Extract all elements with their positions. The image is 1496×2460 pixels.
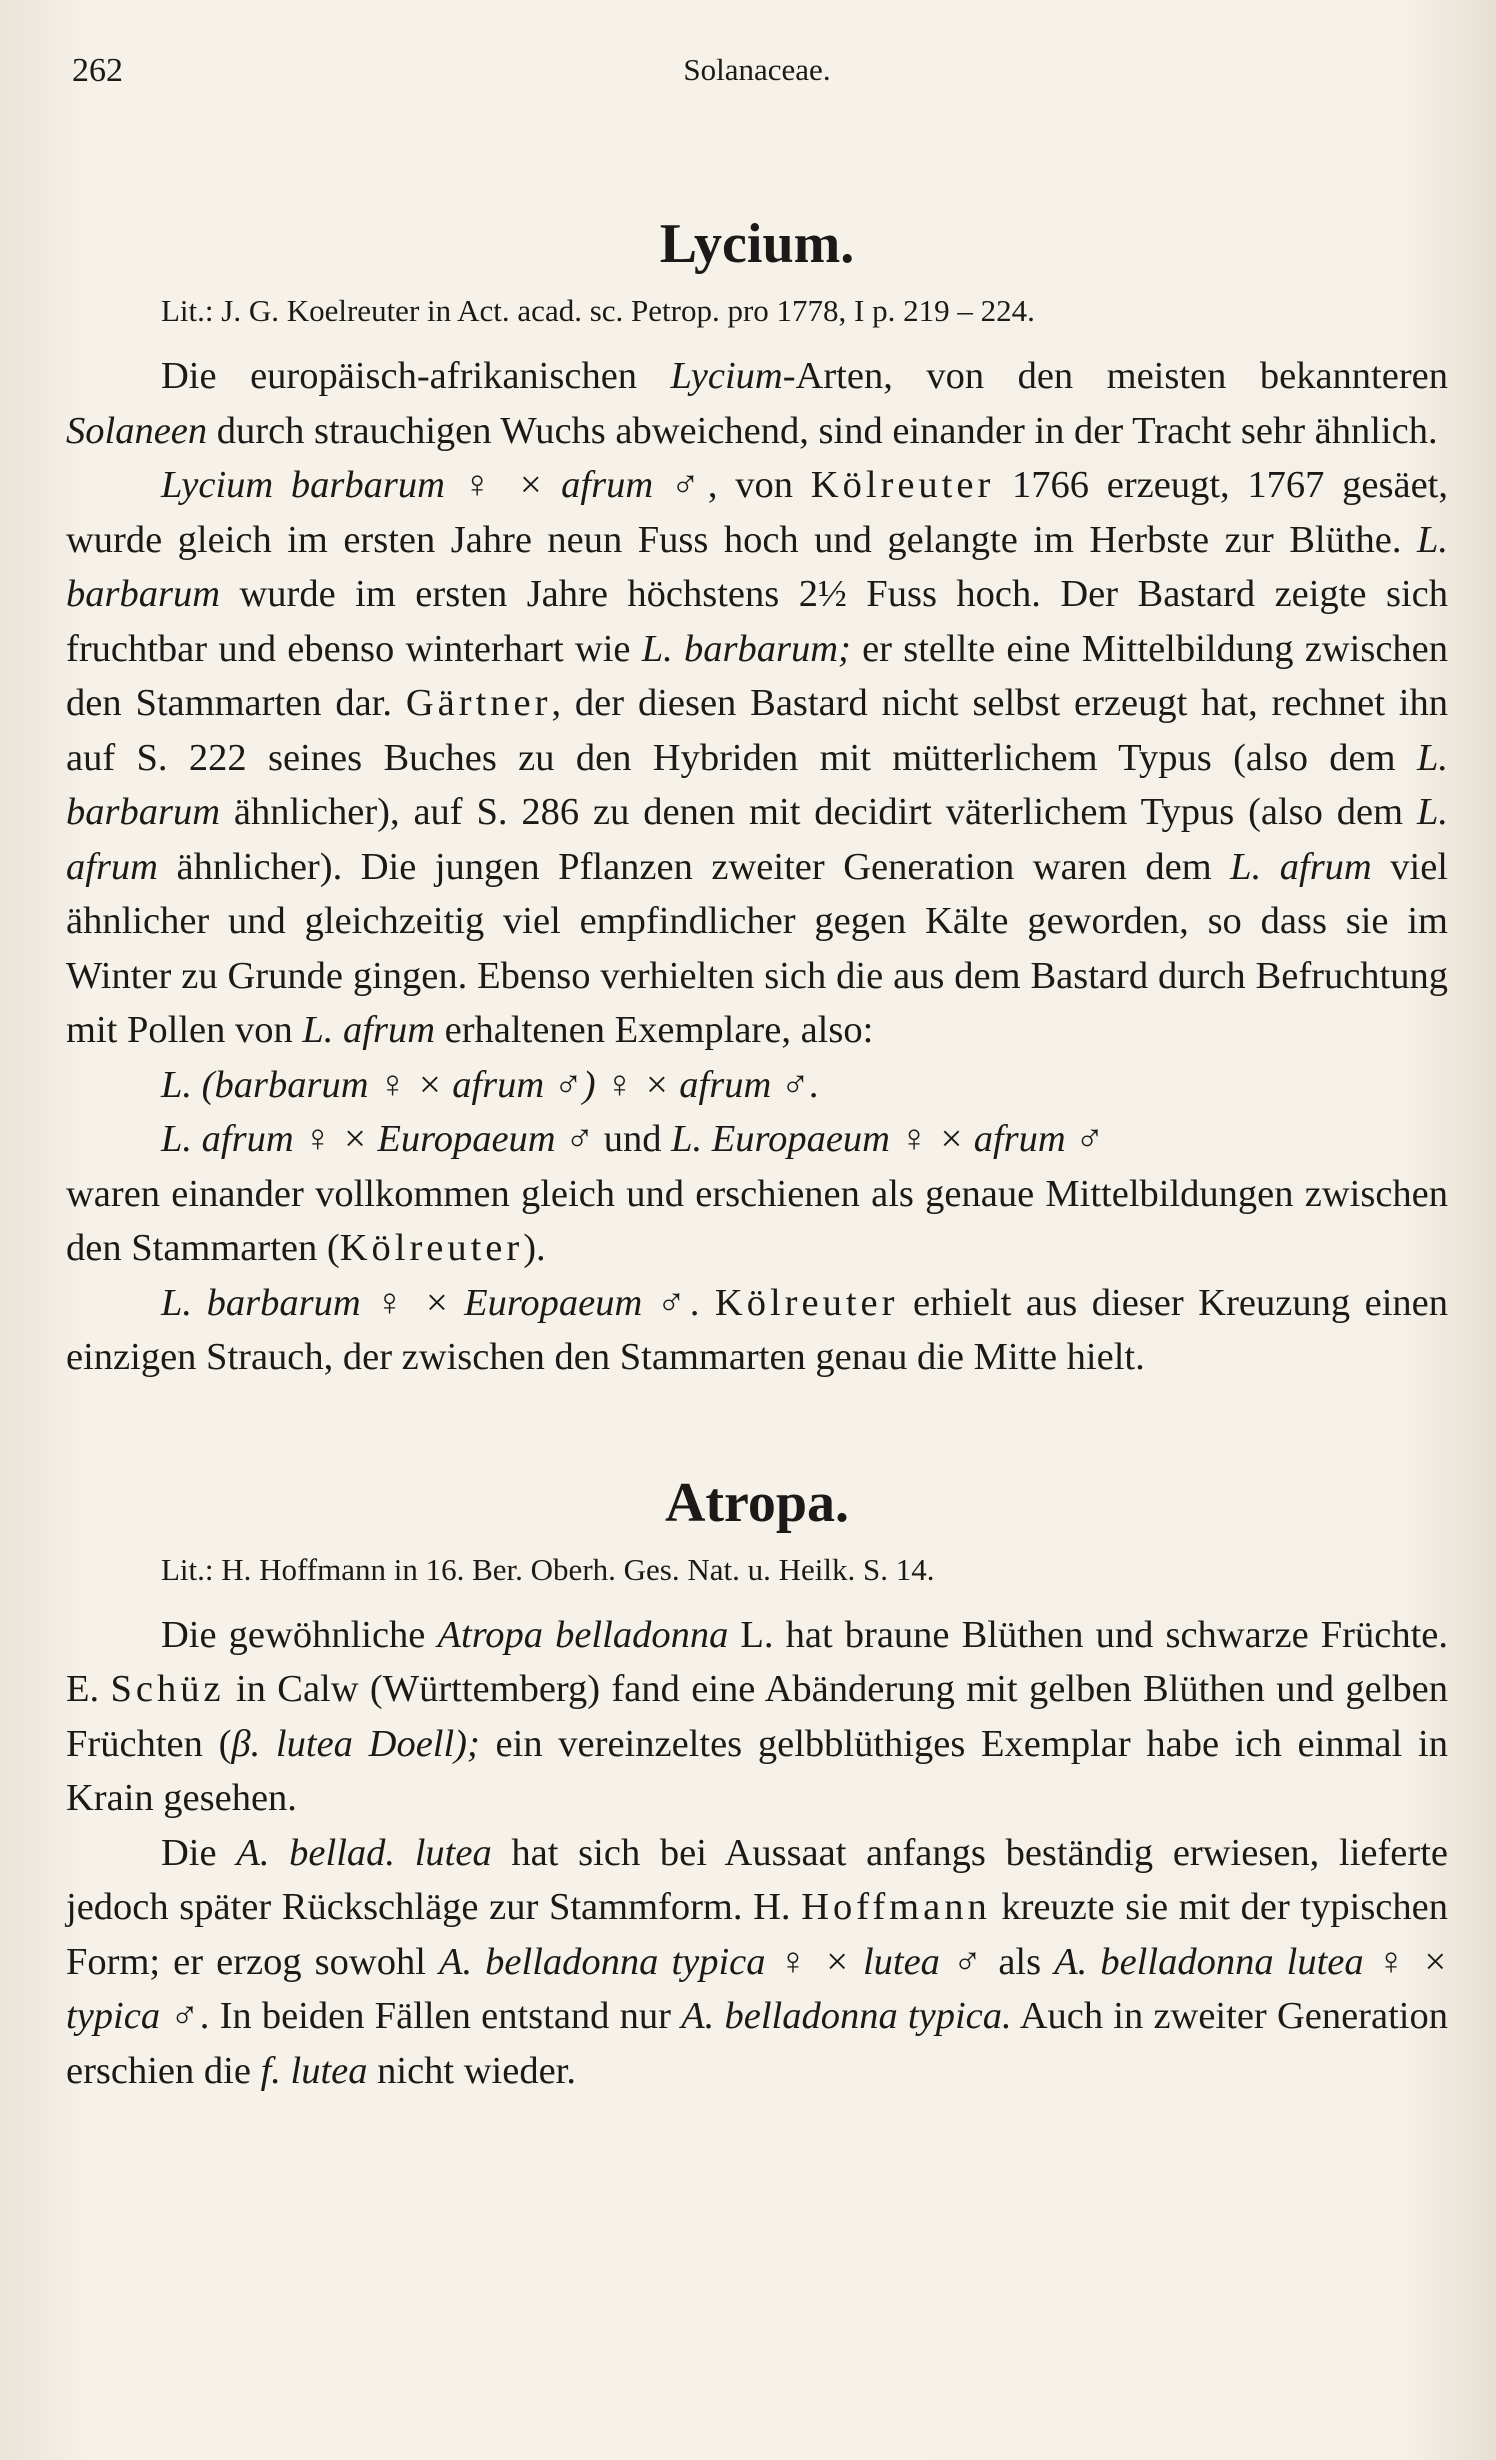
taxon-name: L. afrum: [66, 791, 1448, 888]
running-title: Solanaceae.: [683, 52, 831, 87]
taxon-name: β. lutea: [231, 1722, 353, 1765]
taxon-name: L. barbarum: [66, 518, 1448, 616]
paragraph: [66, 1826, 1448, 2099]
taxon-name: L. barbarum: [66, 736, 1448, 834]
text-span: als: [985, 1940, 1055, 1983]
hybrid-formula: L. Europaeum ♀ × afrum ♂: [671, 1118, 1105, 1161]
section-title-atropa: Atropa.: [664, 1471, 850, 1534]
author-name: Kölreuter: [339, 1227, 524, 1270]
section-title-lycium: Lycium.: [659, 213, 855, 275]
text-span: , von: [707, 464, 811, 507]
author-name: Kölreuter: [714, 1281, 899, 1324]
hybrid-formula-line: [161, 1112, 1448, 1167]
text-span: erhaltenen Exemplare, also:: [435, 1009, 874, 1052]
paragraph: [66, 1276, 1448, 1385]
text-span: erhielt aus dieser Kreuzung einen einzigen Strauch, der zwischen den Stammarten genau die Mitte hielt.: [66, 1281, 1449, 1379]
taxon-name: A. bellad. lutea: [236, 1831, 492, 1874]
hybrid-formula: Lycium barbarum ♀ × afrum ♂: [161, 464, 708, 507]
taxon-name: Lycium: [670, 355, 783, 398]
text-span: Die gewöhnliche: [161, 1613, 438, 1656]
text-span: -Arten, von den meisten bekannteren: [782, 355, 1449, 398]
text-span: kreuzte sie mit der typischen Form; er erzog sowohl: [66, 1886, 1448, 1983]
hybrid-formula: L. afrum ♀ × Europaeum ♂: [161, 1118, 595, 1161]
taxon-name: L. barbarum;: [641, 627, 851, 670]
text-span: ein vereinzeltes gelbblüthiges Exemplar habe ich einmal in Krain gesehen.: [66, 1722, 1448, 1820]
paragraph: [66, 1167, 1448, 1276]
running-head: [66, 52, 1448, 122]
literature-reference: Lit.: J. G. Koelreuter in Act. acad. sc. Petrop. pro 1778, I p. 219 – 224.: [161, 293, 1035, 328]
author-name: Schüz: [110, 1668, 225, 1711]
text-span: ).: [523, 1227, 546, 1270]
text-span: durch strauchigen Wuchs abweichend, sind einander in der Tracht sehr ähnlich.: [207, 409, 1438, 452]
text-span: wurde im ersten Jahre höchstens 2½ Fuss hoch. Der Bastard zeigte sich fruchtbar und ebenso winterhart wie: [66, 573, 1448, 670]
text-span: ähnlicher), auf S. 286 zu denen mit decidirt väterlichem Typus (also dem: [220, 791, 1417, 834]
text-span: Die: [161, 1831, 237, 1874]
literature-reference: Lit.: H. Hoffmann in 16. Ber. Oberh. Ges. Nat. u. Heilk. S. 14.: [161, 1551, 935, 1587]
text-span: ähnlicher). Die jungen Pflanzen zweiter Generation waren dem: [157, 845, 1231, 888]
text-span: , der diesen Bastard nicht selbst erzeugt hat, rechnet ihn auf S. 222 seines Buches zu den Hybriden mit mütterlichem Typus (also dem: [66, 682, 1449, 779]
hybrid-formula: L. barbarum ♀ × Europaeum ♂.: [161, 1281, 701, 1324]
text-span: nicht wieder.: [367, 2049, 576, 2092]
page-number: 262: [72, 52, 123, 89]
text-span: L. hat braune Blüthen und schwarze Früchte. E.: [66, 1613, 1448, 1711]
paragraph: [66, 349, 1448, 458]
taxon-name: f. lutea: [260, 2049, 368, 2092]
text-span: waren einander vollkommen gleich und erschienen als genaue Mittelbildungen zwischen den Stammarten (: [66, 1172, 1448, 1270]
hybrid-formula: A. belladonna lutea ♀ × typica ♂: [66, 1940, 1448, 2038]
taxon-name: Solaneen: [66, 409, 208, 452]
text-span: hat sich bei Aussaat anfangs beständig erwiesen, lieferte jedoch später Rückschläge zur Stammform. H.: [66, 1831, 1448, 1929]
paragraph: [66, 1608, 1448, 1826]
hybrid-formula: A. belladonna typica ♀ × lutea ♂: [438, 1940, 986, 1983]
author-name: Gärtner: [405, 682, 552, 725]
text-span: und: [594, 1118, 672, 1161]
text-span: [700, 1282, 715, 1324]
text-span: viel ähnlicher und gleichzeitig viel empfindlicher gegen Kälte geworden, so dass sie im Winter zu Grunde gingen. Ebenso verhielten sich die aus dem Bastard durch Befruchtung mit Pollen von: [66, 845, 1448, 1052]
text-span: 1766 erzeugt, 1767 gesäet, wurde gleich im ersten Jahre neun Fuss hoch und gelangte im Herbste zur Blüthe.: [66, 464, 1448, 561]
author-name: Hoffmann: [801, 1886, 991, 1929]
hybrid-formula: L. (barbarum ♀ × afrum ♂) ♀ × afrum ♂.: [161, 1063, 820, 1106]
author-name: Kölreuter: [810, 464, 995, 507]
text-span: in Calw (Württemberg) fand eine Abänderung mit gelben Blüthen und gelben Früchten (: [66, 1668, 1448, 1765]
taxon-name: A. belladonna typica.: [681, 1995, 1012, 2038]
text-span: er stellte eine Mittelbildung zwischen den Stammarten dar.: [66, 627, 1448, 725]
text-span: . In beiden Fällen entstand nur: [199, 1995, 682, 2038]
taxon-name: L. afrum: [302, 1009, 436, 1052]
text-span: Auch in zweiter Generation erschien die: [66, 1995, 1448, 2092]
taxon-name: Atropa belladonna: [437, 1613, 729, 1656]
taxon-name: L. afrum: [1230, 845, 1372, 888]
taxon-author: Doell);: [352, 1722, 480, 1765]
text-span: Die europäisch-afrikanischen: [161, 355, 671, 398]
paragraph: [66, 458, 1448, 1058]
